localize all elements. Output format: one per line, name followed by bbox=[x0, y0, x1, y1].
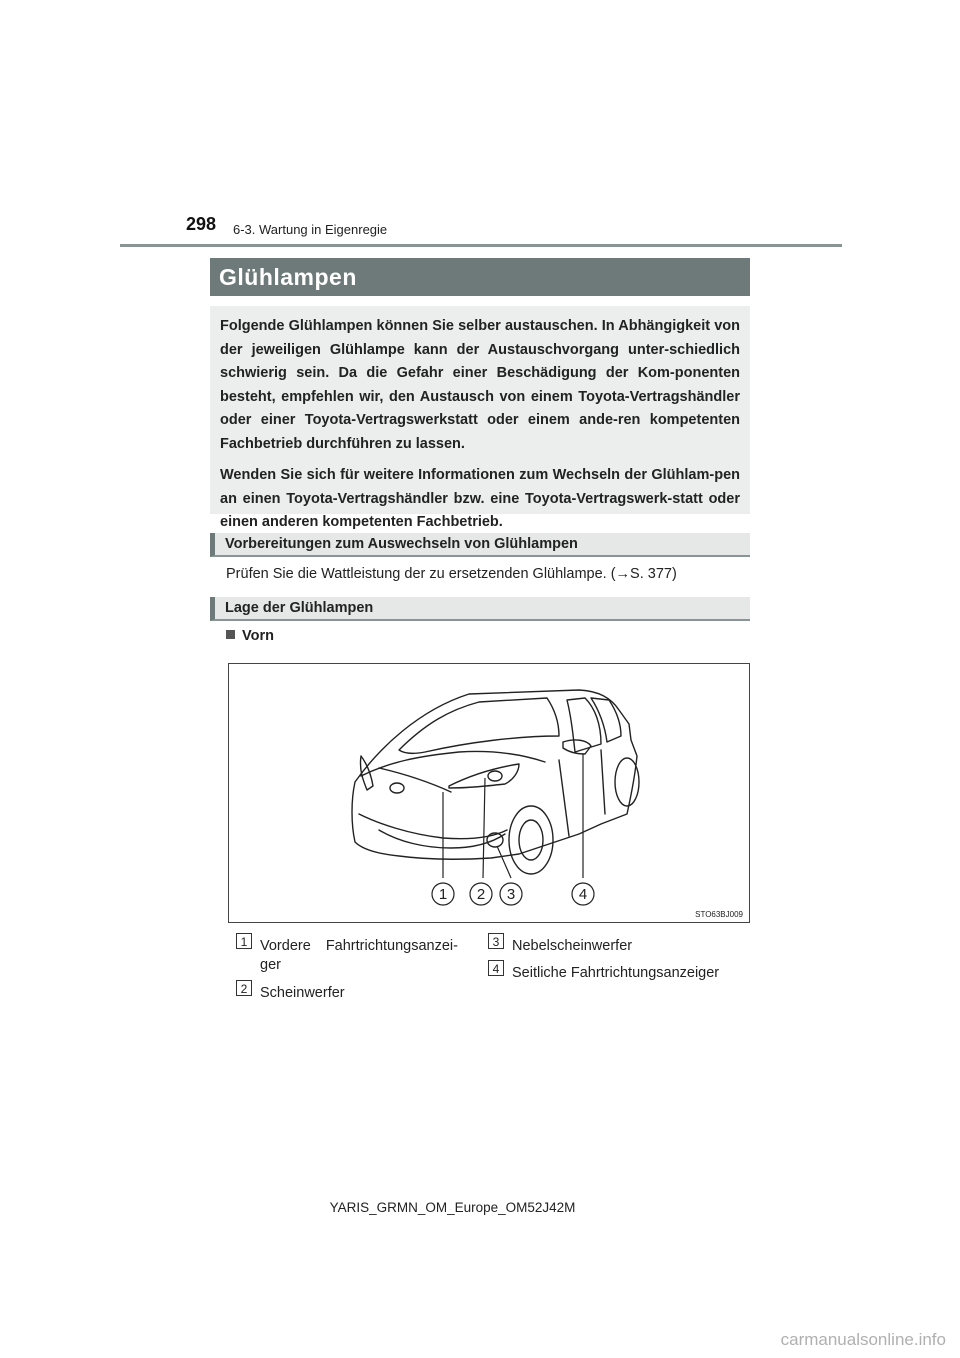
rear-window-outline bbox=[591, 698, 621, 742]
footer-text: YARIS_GRMN_OM_Europe_OM52J42M bbox=[329, 1200, 576, 1215]
legend-label-1-line1: Vordere Fahrtrichtungsanzei- bbox=[260, 938, 458, 954]
callout-label-1: 1 bbox=[438, 886, 448, 903]
legend-number-3: 3 bbox=[488, 933, 504, 949]
rear-wheel bbox=[615, 758, 639, 806]
legend-label-1-line2: ger bbox=[260, 957, 281, 973]
location-heading: Lage der Glühlampen bbox=[210, 597, 750, 621]
windshield-outline bbox=[399, 698, 559, 753]
legend-number-1: 1 bbox=[236, 933, 252, 949]
front-heading bbox=[226, 628, 274, 644]
callout-label-2: 2 bbox=[476, 886, 486, 903]
legend-number-2: 2 bbox=[236, 980, 252, 996]
section-reference: 6-3. Wartung in Eigenregie bbox=[233, 222, 388, 237]
intro-paragraph-2: Wenden Sie sich für weitere Informationen zum Wechseln der Glühlam-pen an einen Toyota-Vertragshändler bzw. eine Toyota-Vertragswerk-statt oder einen anderen kompetenten Fachbetrieb. bbox=[220, 467, 740, 530]
legend-item-2 bbox=[236, 980, 345, 1001]
legend-item-4 bbox=[488, 960, 720, 981]
intro-paragraph-1: Folgende Glühlampen können Sie selber austauschen. In Abhängigkeit von der jeweiligen Glühlampe kann der Austauschvorgang unter-schiedlich schwierig sein. Da die Gefahr einer Beschädigung der Kom-ponenten besteht, empfehlen wir, den Austausch von einem Toyota-Vertragshändler oder einer Toyota-Vertragswerkstatt oder einem ande-ren kompetenten Fachbetrieb durchführen zu lassen. bbox=[220, 318, 740, 452]
front-wheel bbox=[509, 806, 553, 874]
intro-box bbox=[210, 306, 750, 530]
watermark: carmanualsonline.info bbox=[780, 1330, 946, 1349]
footer-doc-id bbox=[0, 1200, 960, 1215]
door-line bbox=[559, 760, 569, 836]
callout-line-2 bbox=[483, 778, 485, 878]
preparation-heading: Vorbereitungen zum Auswechseln von Glühlampen bbox=[210, 533, 750, 557]
page-title: Glühlampen bbox=[210, 258, 750, 296]
legend-item-3 bbox=[488, 933, 633, 954]
lower-grille bbox=[379, 830, 505, 848]
callout-label-4: 4 bbox=[578, 886, 588, 903]
front-badge bbox=[390, 783, 404, 793]
legend-label-3: Nebelscheinwerfer bbox=[512, 938, 633, 954]
car-front-drawing bbox=[229, 664, 749, 922]
square-bullet-icon bbox=[226, 630, 235, 639]
legend-label-2: Scheinwerfer bbox=[260, 985, 345, 1001]
page-number: 298 bbox=[186, 214, 217, 234]
legend-item-1 bbox=[236, 933, 458, 973]
legend-number-4: 4 bbox=[488, 960, 504, 976]
headlamp-lens bbox=[488, 771, 502, 781]
header-divider bbox=[120, 244, 842, 247]
legend-label-4: Seitliche Fahrtrichtungsanzeiger bbox=[512, 965, 720, 981]
preparation-text: Prüfen Sie die Wattleistung der zu ersetzenden Glühlampe. (→S. 377) bbox=[226, 566, 677, 582]
figure-code: STO63BJ009 bbox=[695, 910, 743, 919]
door-line-rear bbox=[601, 750, 605, 814]
right-headlamp bbox=[449, 764, 519, 788]
callout-line-3 bbox=[497, 846, 511, 878]
car-illustration bbox=[228, 663, 750, 923]
car-body-outline bbox=[352, 690, 637, 859]
front-heading-label: Vorn bbox=[242, 628, 274, 644]
front-wheel-rim bbox=[519, 820, 543, 860]
callout-label-3: 3 bbox=[506, 886, 516, 903]
